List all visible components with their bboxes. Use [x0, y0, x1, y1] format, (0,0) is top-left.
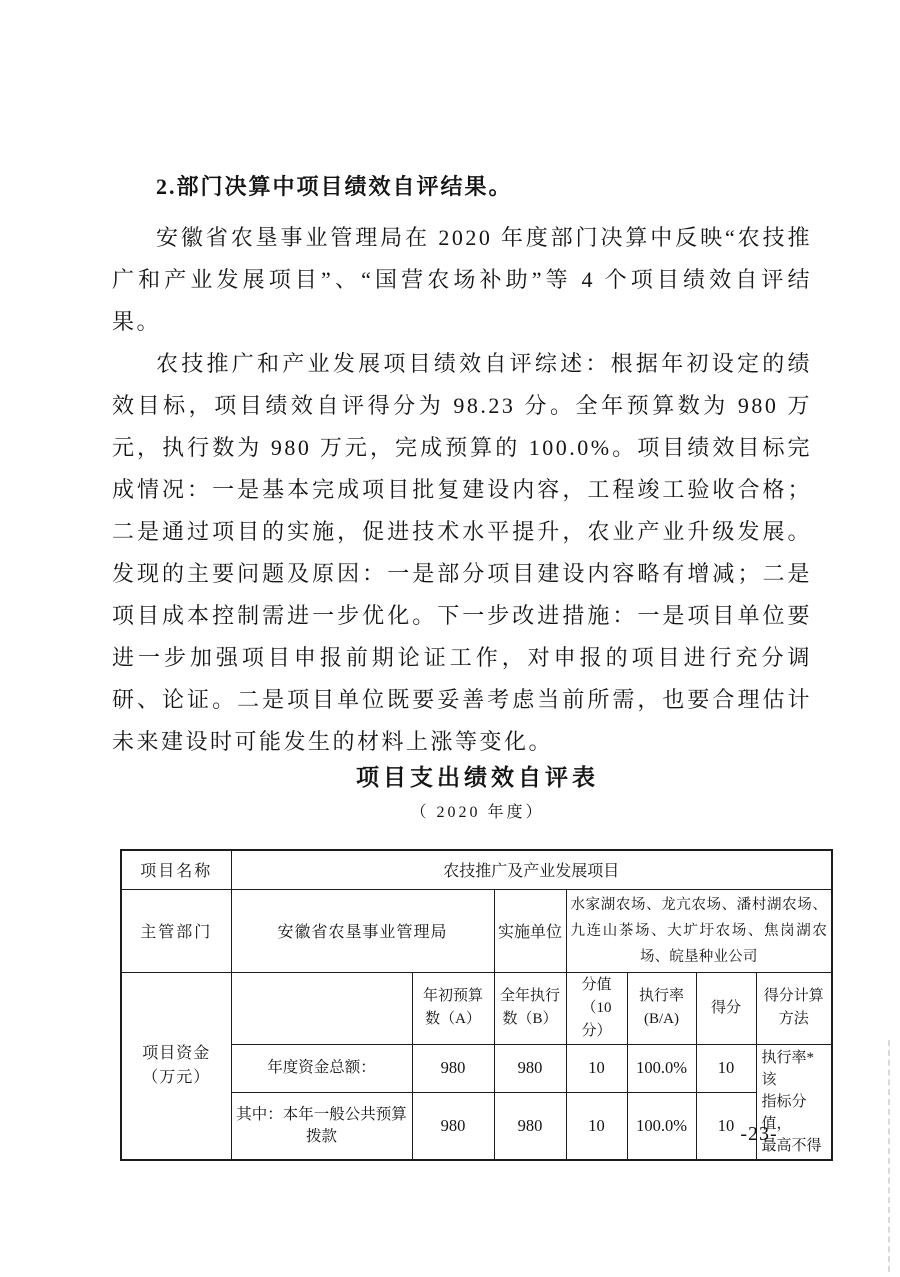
paragraph-evaluation-detail: 农技推广和产业发展项目绩效自评综述：根据年初设定的绩效目标，项目绩效自评得分为 98.23 分。全年预算数为 980 万元，执行数为 980 万元，完成预算的 100.0%。项目绩效目标完成情况：一是基本完成项目批复建设内容，工程竣工验收合格；二是通过项目的实施，促进技术水平提升，农业产业升级发展。发现的主要问题及原因：一是部分项目建设内容略有增减；二是项目成本控制需进一步优化。下一步改进措施：一是项目单位要进一步加强项目申报前期论证工作，对申报的项目进行充分调研、论证。二是项目单位既要妥善考虑当前所需，也要合理估计未来建设时可能发生的材料上涨等变化。 — [112, 351, 812, 754]
project-name-label: 项目名称 — [121, 850, 231, 889]
table-title: 项目支出绩效自评表 — [356, 765, 599, 790]
annual-total-actual: 980 — [494, 1044, 566, 1092]
table-row-funds-header — [121, 972, 832, 1044]
public-budget-actual: 980 — [494, 1092, 566, 1159]
col-header-points — [566, 972, 627, 1044]
col-header-method-line2: 方法 — [778, 1011, 809, 1027]
public-budget-points: 10 — [566, 1092, 627, 1159]
col-header-initial-budget — [412, 972, 494, 1044]
col-header-method-line1: 得分计算 — [763, 988, 824, 1004]
table-row-project-name — [121, 850, 832, 889]
score-method-line3: 最高不得 — [761, 1137, 822, 1154]
annual-total-budget: 980 — [412, 1044, 494, 1092]
paragraph-summary: 安徽省农垦事业管理局在 2020 年度部门决算中反映“农技推广和产业发展项目”、“国营农场补助”等 4 个项目绩效自评结果。 — [112, 225, 812, 334]
project-funds-label-line2: （万元） — [142, 1068, 211, 1086]
project-name-value: 农技推广及产业发展项目 — [231, 850, 832, 889]
public-budget-score: 10 — [696, 1092, 756, 1159]
annual-total-points: 10 — [566, 1044, 627, 1092]
annual-total-label: 年度资金总额： — [231, 1044, 412, 1092]
performance-self-evaluation-table — [120, 849, 833, 1161]
col-header-executed — [494, 972, 566, 1044]
annual-total-score: 10 — [696, 1044, 756, 1092]
dept-label: 主管部门 — [121, 889, 231, 972]
body-text-block — [112, 166, 812, 763]
table-subtitle: （ 2020 年度） — [410, 804, 545, 821]
public-budget-rate: 100.0% — [627, 1092, 696, 1159]
col-header-score-line1: 得分 — [710, 999, 741, 1016]
col-header-points-line2: 分） — [581, 1022, 612, 1039]
section-heading: 2.部门决算中项目绩效自评结果。 — [156, 174, 513, 199]
score-method-line1: 执行率*该 — [761, 1049, 815, 1088]
project-funds-label-line1: 项目资金 — [142, 1044, 211, 1062]
col-header-executed-line1: 全年执行 — [499, 988, 560, 1004]
score-method-line2: 指标分值， — [761, 1093, 807, 1132]
project-funds-label — [121, 972, 231, 1160]
col-header-method — [756, 972, 832, 1044]
public-budget-budget: 980 — [412, 1092, 494, 1159]
col-header-points-line1: 分值（10 — [581, 976, 612, 1016]
col-header-rate-line2: (B/A) — [644, 1011, 679, 1027]
annual-total-rate: 100.0% — [627, 1044, 696, 1092]
public-budget-label: 其中：本年一般公共预算拨款 — [231, 1092, 412, 1159]
dept-value: 安徽省农垦事业管理局 — [231, 889, 494, 972]
funds-header-empty-cell — [231, 972, 412, 1044]
col-header-score — [696, 972, 756, 1044]
col-header-executed-line2: 数（B） — [502, 1011, 558, 1027]
col-header-rate-line1: 执行率 — [638, 988, 684, 1004]
impl-unit-label: 实施单位 — [494, 889, 566, 972]
col-header-rate — [627, 972, 696, 1044]
col-header-initial-budget-line1: 年初预算 — [422, 988, 483, 1004]
table-row-departments — [121, 889, 832, 972]
impl-unit-value: 水家湖农场、龙亢农场、潘村湖农场、九连山茶场、大圹圩农场、焦岗湖农场、皖垦种业公司 — [566, 889, 832, 972]
col-header-initial-budget-line2: 数（A） — [425, 1011, 481, 1027]
page-number: -23- — [740, 1123, 778, 1145]
scan-artifact-line — [888, 1040, 890, 1272]
